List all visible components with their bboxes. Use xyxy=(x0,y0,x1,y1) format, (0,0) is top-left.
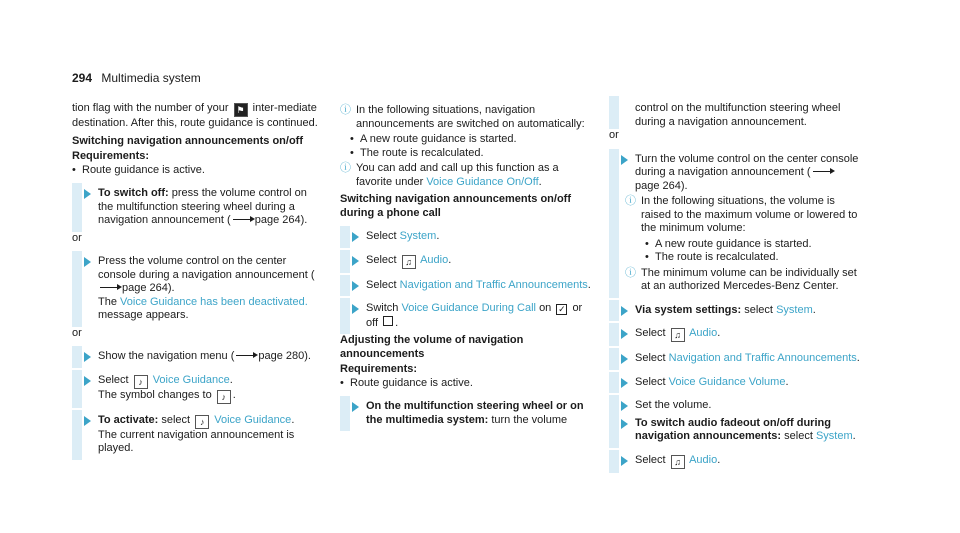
voice-guidance-off-icon: ♪ xyxy=(217,390,231,404)
step-turn-center-console: Turn the volume control on the center console during a navigation announcement (page 264). ⓘ In the following situations, the volume is raised to the maximum volume or lowered to the minimum volume: • A new route guidance is started. • The route is recalculated. ⓘ The minimum volume can be individually set at an authorized Mercedes-Benz Center. xyxy=(609,153,864,294)
arrow-icon xyxy=(352,304,359,314)
requirement-item: • Route guidance is active. xyxy=(340,377,595,391)
requirements-label: Requirements: xyxy=(340,363,418,375)
arrow-icon xyxy=(84,416,91,426)
page-ref-arrow-icon xyxy=(236,355,256,356)
section-title: Multimedia system xyxy=(101,71,201,85)
step-audio-fadeout: To switch audio fadeout on/off during navigation announcements: select System. xyxy=(609,417,864,444)
note-volume-raised: ⓘ In the following situations, the volume is raised to the maximum volume or lowered to the minimum volume: xyxy=(625,195,858,234)
system-link[interactable]: System xyxy=(815,430,853,442)
page-ref-arrow-icon xyxy=(813,171,833,172)
arrow-icon xyxy=(352,232,359,242)
page-ref-arrow-icon xyxy=(233,219,253,220)
note-icon: ⓘ xyxy=(340,104,351,116)
step-select-audio: Select ♫ Audio. xyxy=(340,254,595,269)
note-bullet: • The route is recalculated. xyxy=(350,147,595,161)
voice-guidance-on-off-link[interactable]: Voice Guidance On/Off xyxy=(426,175,539,188)
step-turn-volume: On the multifunction steering wheel or on the multimedia system: turn the volume xyxy=(340,400,595,427)
note-auto-switch: ⓘ In the following situations, navigation announcements are switched on automatically: xyxy=(340,104,585,130)
paragraph-flag: tion flag with the number of your ⚑ inter-mediate destination. After this, route guidance is continued. xyxy=(72,102,318,129)
note-minimum-volume: ⓘ The minimum volume can be individually set at an authorized Mercedes-Benz Center. xyxy=(625,266,857,292)
step-switch-off: To switch off: press the volume control on the multifunction steering wheel during a navigation announcement ( page 264). xyxy=(72,187,322,228)
arrow-icon xyxy=(621,354,628,364)
nav-traffic-announcements-link[interactable]: Navigation and Traffic Announcements xyxy=(399,278,588,291)
nav-traffic-announcements-link[interactable]: Navigation and Traffic Announcements xyxy=(668,352,857,364)
requirement-item: • Route guidance is active. xyxy=(72,164,322,178)
arrow-icon xyxy=(84,352,91,362)
arrow-icon xyxy=(84,376,91,386)
arrow-icon xyxy=(621,306,628,316)
step-continuation: control on the multifunction steering wheel during a navigation announcement. xyxy=(609,102,864,129)
requirements-label: Requirements: xyxy=(72,150,150,162)
or-text: or xyxy=(72,326,82,339)
or-text: or xyxy=(609,129,619,141)
section-heading: Switching navigation announcements on/off xyxy=(72,134,304,147)
step-select-nav-traffic: Select Navigation and Traffic Announcements. xyxy=(340,279,595,293)
step-select-audio: Select ♫ Audio. xyxy=(609,327,864,342)
checkbox-empty-icon xyxy=(383,316,393,326)
audio-icon: ♫ xyxy=(402,255,416,269)
voice-guidance-volume-link[interactable]: Voice Guidance Volume xyxy=(668,375,786,388)
note-favorite: ⓘ You can add and call up this function as a favorite under Voice Guidance On/Off. xyxy=(340,162,559,188)
step-select-nav-traffic: Select Navigation and Traffic Announcements. xyxy=(609,352,864,366)
page-ref-arrow-icon xyxy=(100,287,120,288)
note-bullet: • A new route guidance is started. xyxy=(350,133,595,147)
voice-guidance-deactivated-link[interactable]: Voice Guidance has been deactivated. xyxy=(120,295,308,308)
audio-icon: ♫ xyxy=(671,455,685,469)
section-heading: Adjusting the volume of navigation announcements xyxy=(340,334,524,360)
page-number: 294 xyxy=(72,71,93,85)
arrow-icon xyxy=(352,256,359,266)
arrow-icon xyxy=(621,155,628,165)
step-select-audio: Select ♫ Audio. xyxy=(609,454,864,469)
arrow-icon xyxy=(84,189,91,199)
step-select-voice-guidance: Select ♪ Voice Guidance. The symbol changes to ♪ . xyxy=(72,374,322,404)
note-icon: ⓘ xyxy=(625,266,636,279)
step-activate: To activate: select ♪ Voice Guidance. The current navigation announcement is played. xyxy=(72,414,322,456)
arrow-icon xyxy=(352,402,359,412)
step-switch-during-call: Switch Voice Guidance During Call on ✓ or off . xyxy=(340,302,595,330)
column-1 xyxy=(72,102,322,460)
step-set-volume: Set the volume. xyxy=(609,399,864,413)
step-via-system-settings: Via system settings: select System. xyxy=(609,304,864,318)
step-select-system: Select System. xyxy=(340,230,595,244)
voice-guidance-link[interactable]: Voice Guidance xyxy=(214,413,292,426)
or-text: or xyxy=(72,231,82,244)
system-link[interactable]: System xyxy=(399,230,437,242)
step-select-voice-volume: Select Voice Guidance Volume. xyxy=(609,376,864,390)
column-3 xyxy=(609,102,864,473)
checkbox-checked-icon: ✓ xyxy=(558,304,566,314)
step-show-nav-menu: Show the navigation menu ( page 280). xyxy=(72,350,322,364)
audio-icon: ♫ xyxy=(671,328,685,342)
arrow-icon xyxy=(84,257,91,267)
step-center-console: Press the volume control on the center console during a navigation announcement (page 264). The Voice Guidance has been deactivated. message appears. xyxy=(72,255,322,323)
voice-guidance-icon: ♪ xyxy=(195,415,209,429)
column-2 xyxy=(340,102,595,431)
voice-guidance-link[interactable]: Voice Guidance xyxy=(152,373,230,386)
page-header xyxy=(72,71,201,85)
audio-link[interactable]: Audio xyxy=(420,253,449,266)
note-icon: ⓘ xyxy=(625,195,636,207)
section-heading: Switching navigation announcements on/off during a phone call xyxy=(340,193,572,219)
voice-guidance-icon: ♪ xyxy=(134,375,148,389)
note-icon: ⓘ xyxy=(340,162,351,174)
arrow-icon xyxy=(621,419,628,429)
flag-icon: ⚑ xyxy=(234,103,248,117)
arrow-icon xyxy=(621,378,628,388)
audio-link[interactable]: Audio xyxy=(689,453,718,466)
arrow-icon xyxy=(352,281,359,291)
arrow-icon xyxy=(621,329,628,339)
voice-guidance-during-call-link[interactable]: Voice Guidance During Call xyxy=(401,302,536,314)
note-bullet: • The route is recalculated. xyxy=(645,251,864,265)
arrow-icon xyxy=(621,401,628,411)
arrow-icon xyxy=(621,456,628,466)
note-bullet: • A new route guidance is started. xyxy=(645,238,864,252)
system-link[interactable]: System xyxy=(776,303,813,316)
audio-link[interactable]: Audio xyxy=(689,327,718,339)
